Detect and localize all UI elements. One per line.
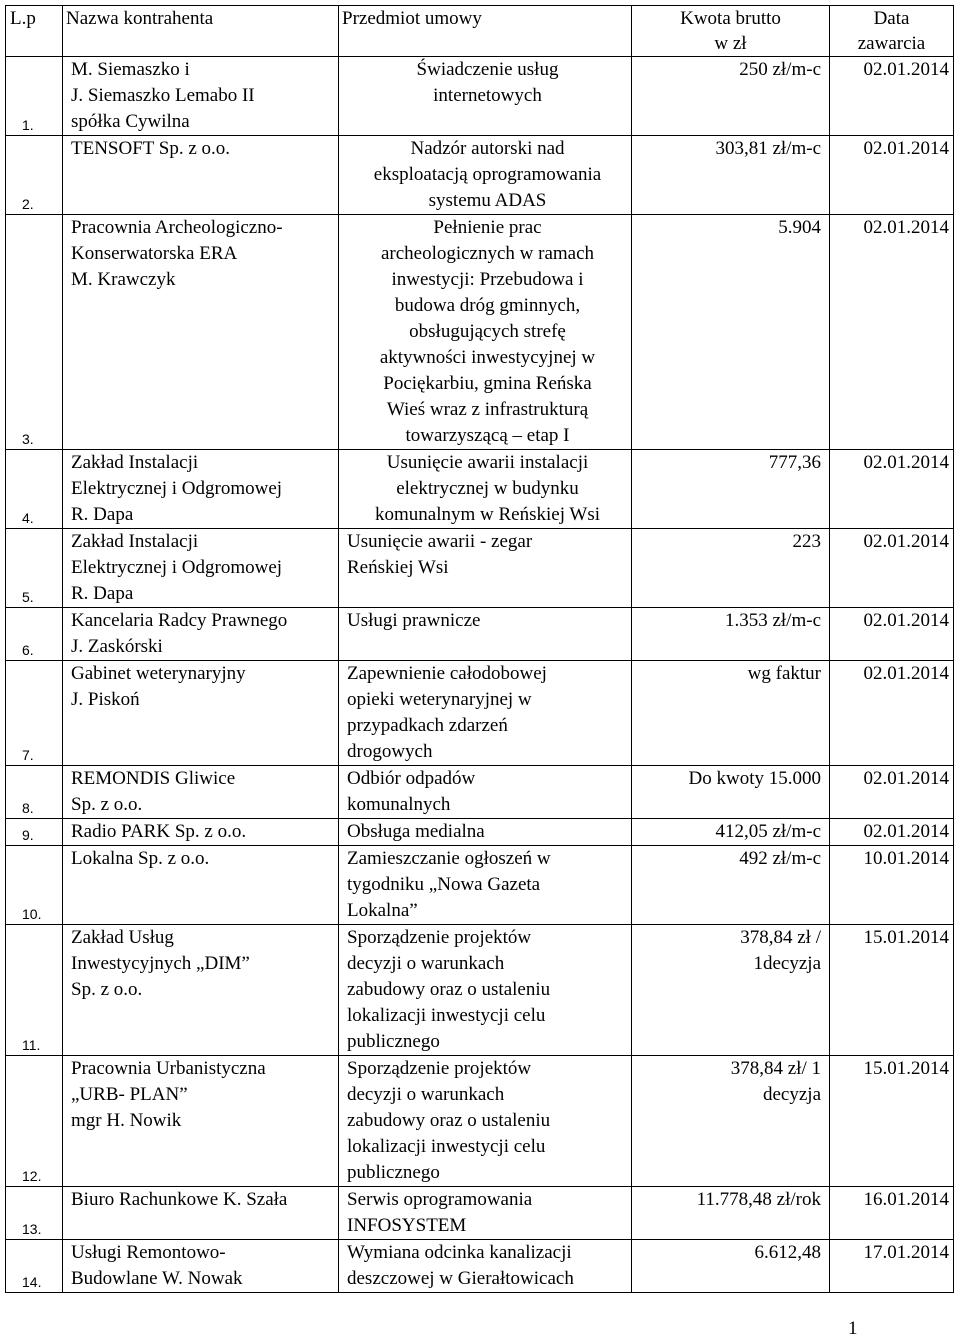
header-przedmiot: Przedmiot umowy: [339, 6, 632, 57]
row-nazwa: Zakład Instalacji Elektrycznej i Odgromowej R. Dapa: [63, 529, 339, 608]
row-nazwa: M. Siemaszko i J. Siemaszko Lemabo II spółka Cywilna: [63, 57, 339, 136]
row-data: 02.01.2014: [830, 608, 954, 661]
row-nazwa: Pracownia Archeologiczno- Konserwatorska ERA M. Krawczyk: [63, 215, 339, 450]
row-nazwa: Lokalna Sp. z o.o.: [63, 846, 339, 925]
row-kwota: 6.612,48: [632, 1240, 830, 1293]
row-lp: 10.: [6, 846, 63, 925]
row-przedmiot: Nadzór autorski nad eksploatacją oprogramowania systemu ADAS: [339, 136, 632, 215]
table-row: [6, 661, 954, 766]
row-przedmiot: Sporządzenie projektów decyzji o warunkach zabudowy oraz o ustaleniu lokalizacji inwestycji celu publicznego: [339, 925, 632, 1056]
row-lp: 9.: [6, 819, 63, 846]
header-data: Data zawarcia: [830, 6, 954, 57]
row-kwota: 5.904: [632, 215, 830, 450]
row-data: 15.01.2014: [830, 925, 954, 1056]
row-przedmiot: Pełnienie prac archeologicznych w ramach inwestycji: Przebudowa i budowa dróg gminnych, obsługujących strefę aktywności inwestycyjnej w Pociękarbiu, gmina Reńska Wieś wraz z infrastrukturą towarzyszącą – etap I: [339, 215, 632, 450]
table-row: [6, 819, 954, 846]
row-przedmiot: Obsługa medialna: [339, 819, 632, 846]
row-nazwa: Gabinet weterynaryjny J. Piskoń: [63, 661, 339, 766]
row-lp: 6.: [6, 608, 63, 661]
table-row: [6, 529, 954, 608]
row-data: 16.01.2014: [830, 1187, 954, 1240]
row-przedmiot: Świadczenie usług internetowych: [339, 57, 632, 136]
row-data: 10.01.2014: [830, 846, 954, 925]
row-lp: 7.: [6, 661, 63, 766]
row-lp: 5.: [6, 529, 63, 608]
row-lp: 12.: [6, 1056, 63, 1187]
header-lp: L.p: [6, 6, 63, 57]
row-kwota: 378,84 zł / 1decyzja: [632, 925, 830, 1056]
row-kwota: 223: [632, 529, 830, 608]
table-row: [6, 215, 954, 450]
row-nazwa: Kancelaria Radcy Prawnego J. Zaskórski: [63, 608, 339, 661]
row-data: 02.01.2014: [830, 766, 954, 819]
row-data: 02.01.2014: [830, 819, 954, 846]
header-kwota: Kwota brutto w zł: [632, 6, 830, 57]
row-kwota: 11.778,48 zł/rok: [632, 1187, 830, 1240]
row-kwota: 492 zł/m-c: [632, 846, 830, 925]
table-row: [6, 57, 954, 136]
row-lp: 13.: [6, 1187, 63, 1240]
row-data: 17.01.2014: [830, 1240, 954, 1293]
row-kwota: 250 zł/m-c: [632, 57, 830, 136]
row-lp: 3.: [6, 215, 63, 450]
row-kwota: Do kwoty 15.000: [632, 766, 830, 819]
row-kwota: wg faktur: [632, 661, 830, 766]
row-kwota: 777,36: [632, 450, 830, 529]
row-kwota: 303,81 zł/m-c: [632, 136, 830, 215]
row-lp: 4.: [6, 450, 63, 529]
row-nazwa: Radio PARK Sp. z o.o.: [63, 819, 339, 846]
row-lp: 2.: [6, 136, 63, 215]
header-nazwa: Nazwa kontrahenta: [63, 6, 339, 57]
table-row: [6, 136, 954, 215]
table-header-row: [6, 6, 954, 57]
row-nazwa: Zakład Usług Inwestycyjnych „DIM” Sp. z o.o.: [63, 925, 339, 1056]
table-row: [6, 846, 954, 925]
table-row: [6, 1187, 954, 1240]
row-data: 02.01.2014: [830, 661, 954, 766]
row-przedmiot: Zapewnienie całodobowej opieki weterynaryjnej w przypadkach zdarzeń drogowych: [339, 661, 632, 766]
row-lp: 11.: [6, 925, 63, 1056]
row-nazwa: Usługi Remontowo- Budowlane W. Nowak: [63, 1240, 339, 1293]
row-przedmiot: Usunięcie awarii instalacji elektrycznej w budynku komunalnym w Reńskiej Wsi: [339, 450, 632, 529]
row-przedmiot: Zamieszczanie ogłoszeń w tygodniku „Nowa Gazeta Lokalna”: [339, 846, 632, 925]
row-przedmiot: Odbiór odpadów komunalnych: [339, 766, 632, 819]
table-row: [6, 766, 954, 819]
table-row: [6, 1240, 954, 1293]
row-data: 02.01.2014: [830, 136, 954, 215]
table-row: [6, 925, 954, 1056]
row-przedmiot: Serwis oprogramowania INFOSYSTEM: [339, 1187, 632, 1240]
row-kwota: 412,05 zł/m-c: [632, 819, 830, 846]
contracts-table: [5, 5, 954, 1293]
table-row: [6, 450, 954, 529]
row-przedmiot: Usługi prawnicze: [339, 608, 632, 661]
row-lp: 1.: [6, 57, 63, 136]
row-nazwa: Zakład Instalacji Elektrycznej i Odgromowej R. Dapa: [63, 450, 339, 529]
row-nazwa: TENSOFT Sp. z o.o.: [63, 136, 339, 215]
table-row: [6, 1056, 954, 1187]
row-lp: 14.: [6, 1240, 63, 1293]
row-nazwa: Biuro Rachunkowe K. Szała: [63, 1187, 339, 1240]
row-data: 02.01.2014: [830, 215, 954, 450]
row-kwota: 378,84 zł/ 1 decyzja: [632, 1056, 830, 1187]
row-przedmiot: Usunięcie awarii - zegar Reńskiej Wsi: [339, 529, 632, 608]
row-przedmiot: Sporządzenie projektów decyzji o warunkach zabudowy oraz o ustaleniu lokalizacji inwestycji celu publicznego: [339, 1056, 632, 1187]
row-data: 02.01.2014: [830, 529, 954, 608]
row-lp: 8.: [6, 766, 63, 819]
page-number: 1: [848, 1318, 858, 1339]
row-przedmiot: Wymiana odcinka kanalizacji deszczowej w Gierałtowicach: [339, 1240, 632, 1293]
row-data: 02.01.2014: [830, 450, 954, 529]
row-data: 15.01.2014: [830, 1056, 954, 1187]
table-row: [6, 608, 954, 661]
row-nazwa: Pracownia Urbanistyczna „URB- PLAN” mgr H. Nowik: [63, 1056, 339, 1187]
row-nazwa: REMONDIS Gliwice Sp. z o.o.: [63, 766, 339, 819]
row-kwota: 1.353 zł/m-c: [632, 608, 830, 661]
row-data: 02.01.2014: [830, 57, 954, 136]
